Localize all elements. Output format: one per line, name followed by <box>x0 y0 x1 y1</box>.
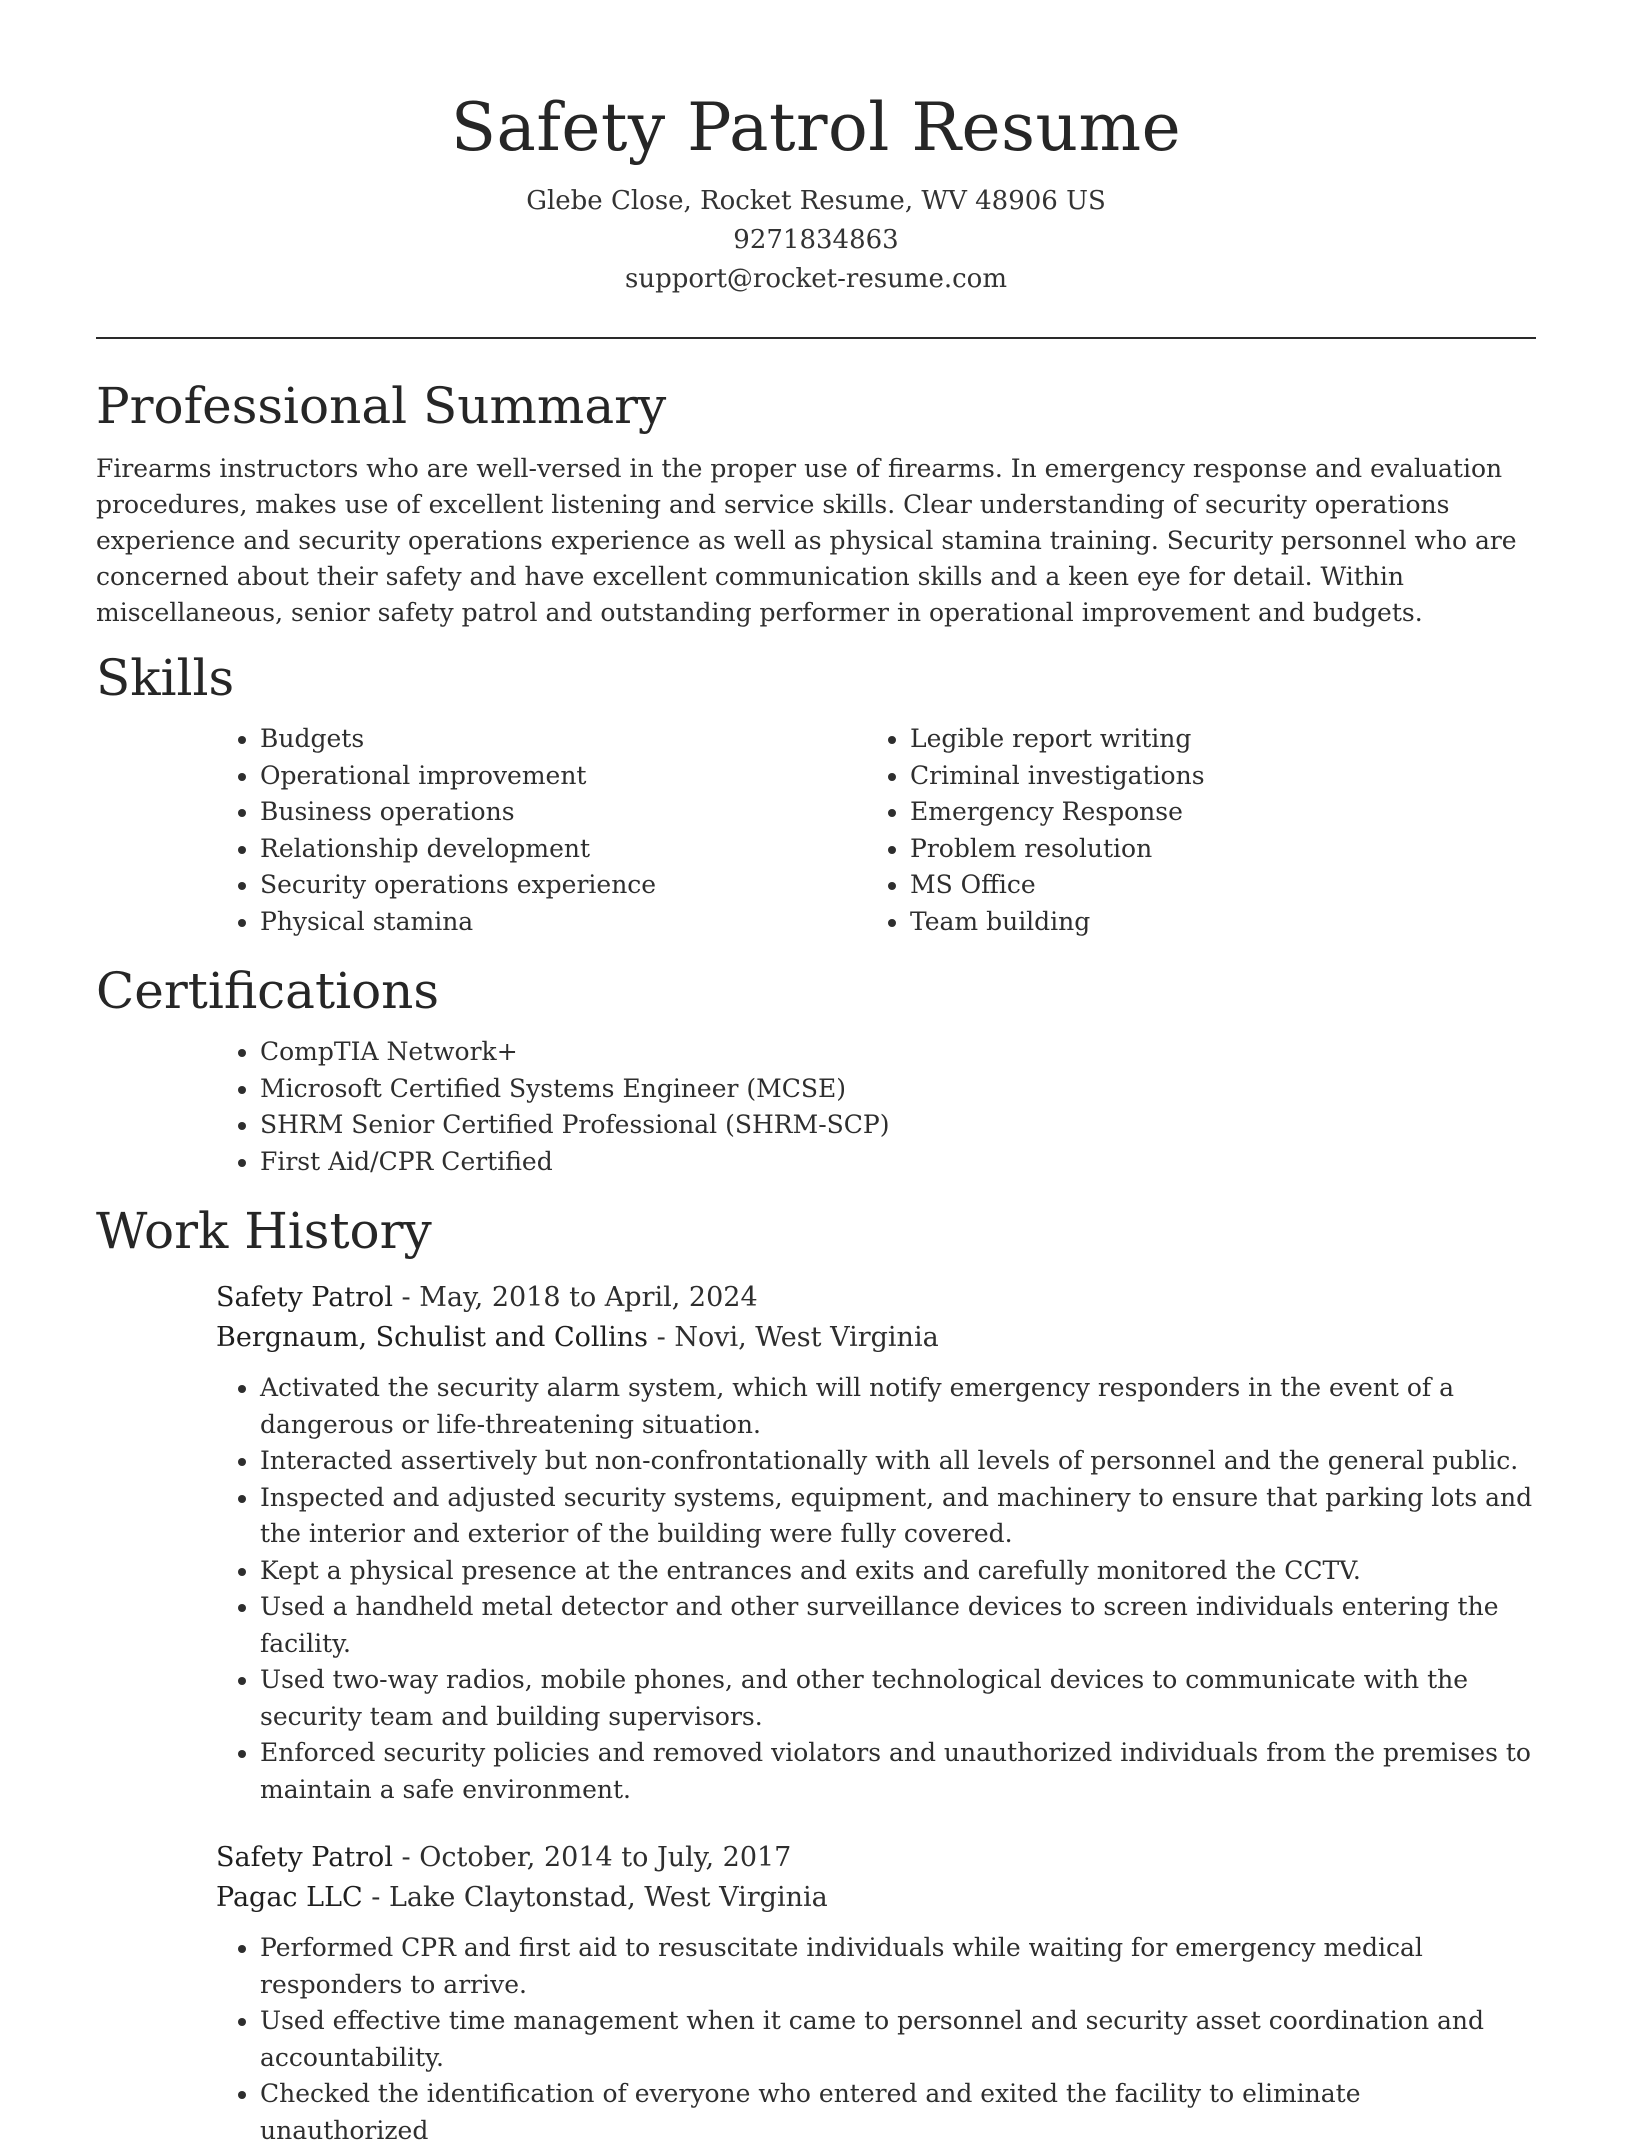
skill-item: • Operational improvement <box>260 758 866 795</box>
job-dates: - May, 2018 to April, 2024 <box>392 1282 758 1313</box>
contact-email: support@rocket-resume.com <box>624 264 1007 294</box>
skill-item: • Problem resolution <box>910 831 1516 868</box>
summary-section <box>96 371 1536 631</box>
job-duty: • Used two-way radios, mobile phones, and other technological devices to communicate with the security team and building supervisors. <box>260 1662 1536 1735</box>
work-history-section <box>96 1196 1536 2149</box>
job-entry <box>216 1278 1536 1808</box>
skills-column-left <box>216 721 866 940</box>
job-duty: • Enforced security policies and removed violators and unauthorized individuals from the premises to maintain a safe environment. <box>260 1735 1536 1808</box>
skill-item: • Legible report writing <box>910 721 1516 758</box>
certification-item: • Microsoft Certified Systems Engineer (MCSE) <box>260 1071 1536 1108</box>
resume-name: Safety Patrol Resume <box>450 89 1182 166</box>
summary-text: Firearms instructors who are well-versed in the proper use of firearms. In emergency response and evaluation procedures, makes use of excellent listening and service skills. Clear understanding of security operations experience and security operations experience as well as physical stamina training. Security personnel who are concerned about their safety and have excellent communication skills and a keen eye for detail. Within miscellaneous, senior safety patrol and outstanding performer in operational improvement and budgets. <box>96 454 1517 627</box>
job-position: Safety Patrol <box>216 1282 393 1313</box>
certification-item: • First Aid/CPR Certified <box>260 1144 1536 1181</box>
job-duty: • Used effective time management when it came to personnel and security asset coordination and accountability. <box>260 2003 1536 2076</box>
job-duties-list <box>216 1930 1536 2149</box>
job-duty: • Used a handheld metal detector and other surveillance devices to screen individuals entering the facility. <box>260 1589 1536 1662</box>
job-duties-list <box>216 1370 1536 1808</box>
skills-section <box>96 643 1536 940</box>
skill-item: • Emergency Response <box>910 794 1516 831</box>
job-duty: • Checked the identification of everyone who entered and exited the facility to eliminate unauthorized <box>260 2076 1536 2149</box>
resume-page <box>96 0 1536 2149</box>
skill-item: • Team building <box>910 904 1516 941</box>
job-location: - Novi, West Virginia <box>648 1322 939 1353</box>
certification-item: • SHRM Senior Certified Professional (SHRM-SCP) <box>260 1107 1536 1144</box>
certifications-title: Certifications <box>96 962 440 1020</box>
job-duty: • Inspected and adjusted security systems, equipment, and machinery to ensure that parking lots and the interior and exterior of the building were fully covered. <box>260 1480 1536 1553</box>
job-duty: • Kept a physical presence at the entrances and exits and carefully monitored the CCTV. <box>260 1553 1536 1590</box>
skills-list-left <box>216 721 866 940</box>
certifications-list <box>216 1034 1536 1180</box>
skill-item: • Relationship development <box>260 831 866 868</box>
job-company-line <box>216 1878 1536 1918</box>
job-company-line <box>216 1318 1536 1358</box>
skill-item: • Security operations experience <box>260 867 866 904</box>
job-entry <box>216 1838 1536 2149</box>
job-title-line <box>216 1278 1536 1318</box>
certifications-body <box>216 1034 1536 1180</box>
skill-item: • Budgets <box>260 721 866 758</box>
contact-block <box>96 182 1536 299</box>
job-location: - Lake Claytonstad, West Virginia <box>362 1882 828 1913</box>
certification-item: • CompTIA Network+ <box>260 1034 1536 1071</box>
certifications-section <box>96 956 1536 1180</box>
skills-list-right <box>866 721 1516 940</box>
job-duty: • Performed CPR and first aid to resuscitate individuals while waiting for emergency medical responders to arrive. <box>260 1930 1536 2003</box>
job-position: Safety Patrol <box>216 1842 393 1873</box>
skill-item: • Business operations <box>260 794 866 831</box>
resume-header <box>96 0 1536 299</box>
job-company: Pagac LLC <box>216 1882 363 1913</box>
contact-phone: 9271834863 <box>733 225 899 255</box>
job-company: Bergnaum, Schulist and Collins <box>216 1322 649 1353</box>
skill-item: • Criminal investigations <box>910 758 1516 795</box>
summary-title: Professional Summary <box>96 377 667 435</box>
work-history-title: Work History <box>96 1202 432 1260</box>
header-divider <box>96 337 1536 339</box>
contact-address: Glebe Close, Rocket Resume, WV 48906 US <box>526 186 1106 216</box>
skills-column-right <box>866 721 1516 940</box>
skills-title: Skills <box>96 649 235 707</box>
job-duty: • Interacted assertively but non-confrontationally with all levels of personnel and the general public. <box>260 1443 1536 1480</box>
skill-item: • Physical stamina <box>260 904 866 941</box>
job-title-line <box>216 1838 1536 1878</box>
skills-columns <box>216 721 1536 940</box>
job-duty: • Activated the security alarm system, which will notify emergency responders in the event of a dangerous or life-threatening situation. <box>260 1370 1536 1443</box>
job-dates: - October, 2014 to July, 2017 <box>392 1842 792 1873</box>
skill-item: • MS Office <box>910 867 1516 904</box>
